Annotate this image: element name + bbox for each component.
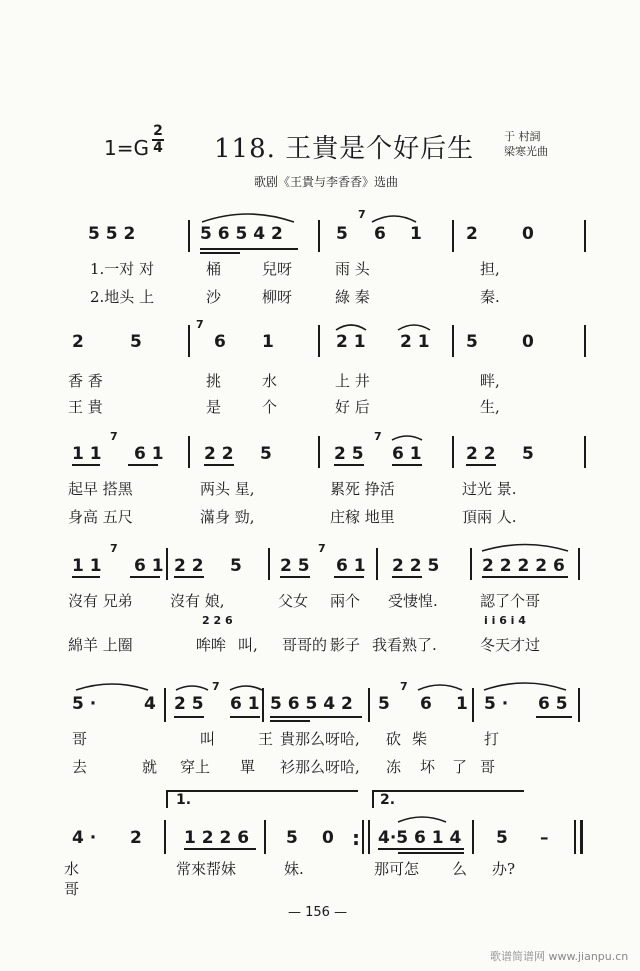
lyric-verse-1: 常來帮妹 xyxy=(176,860,237,878)
lyric-verse-1: 王 xyxy=(258,730,274,748)
upper-notes: 2 2 6 xyxy=(202,614,233,627)
lyric-verse-1: 沒有 兄弟 xyxy=(68,592,133,610)
slur xyxy=(176,686,208,690)
lyric-verse-1: 桶 xyxy=(206,260,222,278)
note-group: 2 xyxy=(72,332,84,352)
note-group: 2 xyxy=(130,828,142,848)
lyric-verse-2: 是 xyxy=(206,398,222,416)
note-group: 0 xyxy=(322,828,334,848)
lyric-verse-2: 2.地头 上 xyxy=(90,288,155,306)
slur xyxy=(398,817,446,822)
time-signature-bottom: 4 xyxy=(153,140,163,156)
note-group: 5 6 5 4 2 xyxy=(270,694,353,714)
lyric-verse-1: 两头 星, xyxy=(200,480,255,498)
lyric-verse-2: 哥 xyxy=(64,880,80,898)
note-group: 2 2 xyxy=(466,444,496,464)
lyric-verse-2: 柳呀 xyxy=(262,288,293,306)
grace-note: 7 xyxy=(110,542,118,555)
lyric-verse-2: 頂兩 人. xyxy=(462,508,517,526)
grace-note: 7 xyxy=(212,680,220,693)
lyric-verse-2: 秦. xyxy=(480,288,500,306)
note-group: 4·5 6 1 4 xyxy=(378,828,462,848)
lyric-verse-2: 哥 xyxy=(480,758,496,776)
slur xyxy=(230,686,262,690)
time-signature-top: 2 xyxy=(153,123,163,139)
slur xyxy=(398,325,430,330)
lyric-verse-2: 單 xyxy=(240,758,256,776)
grace-note: 7 xyxy=(318,542,326,555)
lyric-verse-2: 衫那么呀哈, xyxy=(280,758,360,776)
slur xyxy=(484,683,566,690)
note-group: 5 xyxy=(522,444,534,464)
lyric-verse-1: 認了个哥 xyxy=(480,592,541,610)
note-group: 1 xyxy=(456,694,468,714)
slur xyxy=(418,685,462,690)
lyric-verse-1: 兒呀 xyxy=(262,260,293,278)
lyric-verse-2: 冬天才过 xyxy=(480,636,541,654)
note-group: 5 · xyxy=(72,694,97,714)
page-number: — 156 — xyxy=(288,905,348,920)
note-group: 6 1 xyxy=(392,444,422,464)
lyric-verse-1: 叫 xyxy=(200,730,216,748)
note-group: 6 1 xyxy=(230,694,260,714)
watermark: 歌谱简谱网 www.jianpu.cn xyxy=(490,950,629,963)
lyric-verse-2: 我看熟了. xyxy=(372,636,437,654)
note-group: 2 1 xyxy=(400,332,430,352)
lyric-verse-1: 香 香 xyxy=(68,372,103,390)
lyric-verse-1: 畔, xyxy=(480,372,500,390)
upper-notes: i i 6 i 4 xyxy=(484,614,526,627)
note-group: 1 xyxy=(262,332,274,352)
note-group: 2 5 xyxy=(334,444,364,464)
lyric-verse-1: 哥 xyxy=(72,730,88,748)
lyric-verse-2: 庄稼 地里 xyxy=(330,508,395,526)
note-group: 6 5 xyxy=(538,694,568,714)
lyric-verse-1: 受悽惶. xyxy=(388,592,438,610)
lyricist-credit: 于 村詞 xyxy=(504,130,541,143)
slur xyxy=(372,216,416,222)
grace-note: 7 xyxy=(110,430,118,443)
lyric-verse-1: 兩个 xyxy=(330,592,361,610)
lyric-verse-2: 穿上 xyxy=(180,758,211,776)
slur xyxy=(336,325,366,330)
note-group: 6 1 xyxy=(336,556,366,576)
lyric-verse-1: 柴 xyxy=(412,730,428,748)
lyric-verse-2: 王 貴 xyxy=(68,398,103,416)
note-group: 5 xyxy=(466,332,478,352)
note-group: 2 5 xyxy=(280,556,310,576)
note-group: 2 1 xyxy=(336,332,366,352)
note-group: 5 5 2 xyxy=(88,224,136,244)
lyric-verse-1: 父女 xyxy=(278,592,309,610)
note-group: 1 xyxy=(410,224,422,244)
lyric-verse-1: 起早 搭黑 xyxy=(68,480,133,498)
lyric-verse-1: 么 xyxy=(452,860,468,878)
note-group: 2 2 xyxy=(174,556,204,576)
note-group: 2 xyxy=(466,224,478,244)
note-group: 0 xyxy=(522,332,534,352)
note-group: 5 xyxy=(336,224,348,244)
note-group: 4 xyxy=(144,694,156,714)
grace-note: 7 xyxy=(374,430,382,443)
lyric-verse-2: 滿身 勁, xyxy=(200,508,255,526)
note-group: 4 · xyxy=(72,828,97,848)
lyric-verse-1: 累死 挣活 xyxy=(330,480,395,498)
lyric-verse-2: 沙 xyxy=(206,288,222,306)
repeat-sign: : xyxy=(352,826,360,850)
note-group: 1 1 xyxy=(72,556,102,576)
lyric-verse-2: 綿羊 上圈 xyxy=(68,636,133,654)
song-title: 118. 王貴是个好后生 xyxy=(214,134,475,164)
lyric-verse-1: 雨 头 xyxy=(335,260,370,278)
lyric-verse-1: 过光 景. xyxy=(462,480,517,498)
slur xyxy=(202,214,294,222)
note-group: 2 5 xyxy=(174,694,204,714)
lyric-verse-2: 就 xyxy=(142,758,158,776)
note-group: 2 2 5 xyxy=(392,556,440,576)
lyric-verse-2: 影子 xyxy=(330,636,361,654)
note-group: 6 1 xyxy=(134,444,164,464)
lyric-verse-1: 担, xyxy=(480,260,500,278)
note-group: 6 xyxy=(420,694,432,714)
lyric-verse-2: 好 后 xyxy=(335,398,370,416)
lyric-verse-2: 叫, xyxy=(238,636,258,654)
note-group: 5 xyxy=(496,828,508,848)
grace-note: 7 xyxy=(400,680,408,693)
lyric-verse-1: 1.一对 对 xyxy=(90,260,155,278)
note-group: 1 1 xyxy=(72,444,102,464)
lyric-verse-1: 貴那么呀哈, xyxy=(280,730,360,748)
note-group: 2 2 xyxy=(204,444,234,464)
lyric-verse-1: 打 xyxy=(484,730,500,748)
note-group: 5 xyxy=(260,444,272,464)
first-ending-label: 1. xyxy=(176,792,192,808)
note-group: 5 xyxy=(378,694,390,714)
note-group: 1 2 2 6 xyxy=(184,828,250,848)
lyric-verse-2: 个 xyxy=(262,398,278,416)
note-group: – xyxy=(540,828,549,848)
lyric-verse-2: 冻 xyxy=(386,758,402,776)
lyric-verse-1: 妹. xyxy=(284,860,304,878)
second-ending-label: 2. xyxy=(380,792,396,808)
note-group: 5 · xyxy=(484,694,509,714)
grace-note: 7 xyxy=(358,208,366,221)
lyric-verse-1: 挑 xyxy=(206,372,222,390)
note-group: 6 1 xyxy=(134,556,164,576)
lyric-verse-1: 水 xyxy=(262,372,278,390)
lyric-verse-2: 哞哞 xyxy=(196,636,227,654)
note-group: 2 2 2 2 6 xyxy=(482,556,565,576)
lyric-verse-1: 那可怎 xyxy=(374,860,420,878)
note-group: 5 xyxy=(230,556,242,576)
subtitle: 歌剧《王貴与李香香》选曲 xyxy=(254,175,399,189)
slur xyxy=(76,684,148,690)
lyric-verse-2: 哥哥的 xyxy=(282,636,328,654)
note-group: 5 xyxy=(130,332,142,352)
lyric-verse-1: 办? xyxy=(492,860,516,878)
note-group: 6 xyxy=(214,332,226,352)
lyric-verse-1: 沒有 娘, xyxy=(170,592,225,610)
composer-credit: 梁寒光曲 xyxy=(504,145,548,158)
lyric-verse-2: 綠 秦 xyxy=(335,288,370,306)
lyric-verse-1: 水 xyxy=(64,860,80,878)
note-group: 5 xyxy=(286,828,298,848)
note-group: 5 6 5 4 2 xyxy=(200,224,283,244)
grace-note: 7 xyxy=(196,318,204,331)
key-signature: 1=G xyxy=(104,136,149,160)
slur xyxy=(482,545,568,552)
note-group: 0 xyxy=(522,224,534,244)
lyric-verse-1: 上 井 xyxy=(335,372,370,390)
note-group: 6 xyxy=(374,224,386,244)
lyric-verse-2: 生, xyxy=(480,398,500,416)
lyric-verse-2: 去 xyxy=(72,758,88,776)
lyric-verse-2: 坏 xyxy=(420,758,436,776)
lyric-verse-2: 了 xyxy=(452,758,468,776)
lyric-verse-2: 身高 五尺 xyxy=(68,508,133,526)
lyric-verse-1: 砍 xyxy=(386,730,402,748)
slur xyxy=(392,436,422,440)
